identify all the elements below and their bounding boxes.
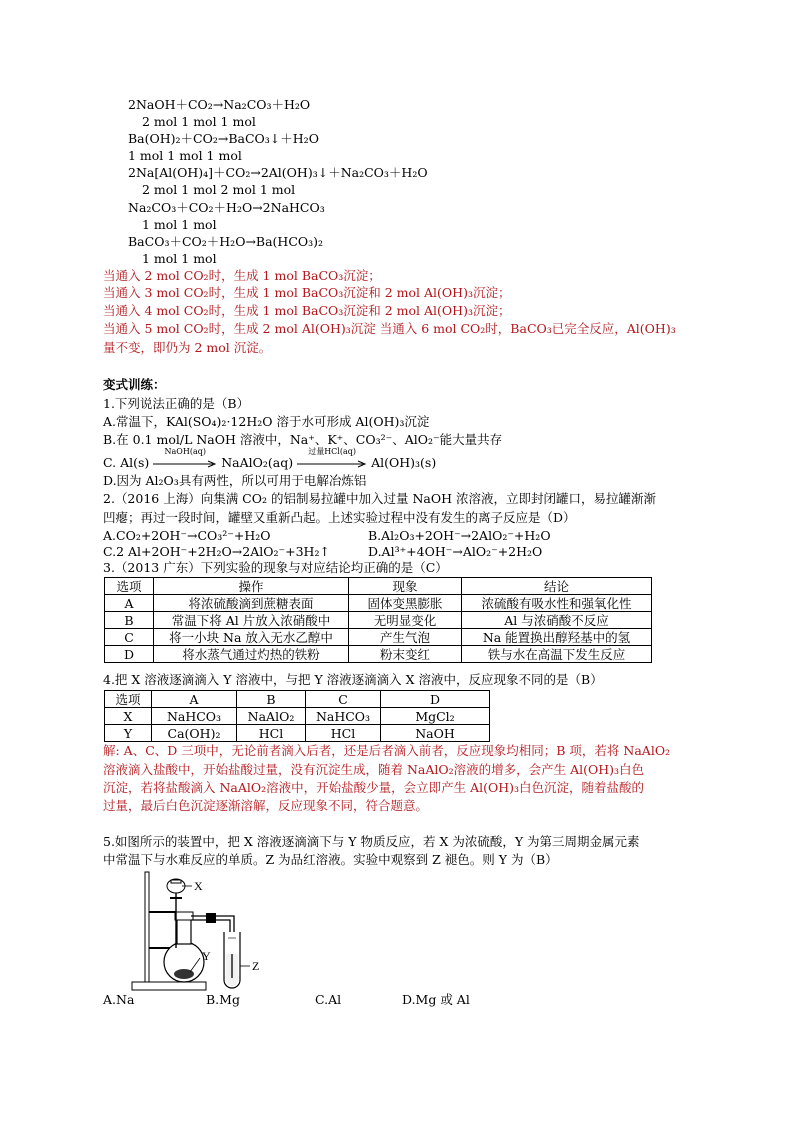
table-cell: 将水蒸气通过灼热的铁粉 xyxy=(154,646,349,663)
table-cell: MgCl₂ xyxy=(381,708,490,725)
table-header-cell: 结论 xyxy=(462,578,652,595)
table-row xyxy=(105,629,652,646)
mole-ratio-naaloh4: 2 mol 1 mol 2 mol 1 mol xyxy=(142,182,296,197)
q2-option-a: A.CO₂+2OH⁻→CO₃²⁻+H₂O xyxy=(103,528,271,543)
q3-table xyxy=(104,577,652,663)
equation-na2co3: Na₂CO₃＋CO₂＋H₂O→2NaHCO₃ xyxy=(128,200,325,215)
table-cell: 浓硫酸有吸水性和强氧化性 xyxy=(462,595,652,612)
q4-stem: 4.把 X 溶液逐滴滴入 Y 溶液中，与把 Y 溶液逐滴滴入 X 溶液中，反应现象不同的是（B） xyxy=(103,672,603,687)
conclusion-line: 当通入 2 mol CO₂时，生成 1 mol BaCO₃沉淀； xyxy=(103,268,381,283)
table-header-row xyxy=(105,691,490,708)
table-cell: Al 与浓硝酸不反应 xyxy=(462,612,652,629)
table-cell: 固体变黑膨胀 xyxy=(349,595,462,612)
q5-stem: 5.如图所示的装置中，把 X 溶液逐滴滴下与 Y 物质反应，若 X 为浓硫酸，Y 为第三周期金属元素 xyxy=(103,834,640,849)
table-header-cell: 选项 xyxy=(105,578,154,595)
apparatus-diagram xyxy=(120,868,300,996)
q1-option-a: A.常温下，KAl(SO₄)₂·12H₂O 溶于水可形成 Al(OH)₃沉淀 xyxy=(103,414,430,429)
equation-naaloh4: 2Na[Al(OH)₄]＋CO₂→2Al(OH)₃↓＋Na₂CO₃＋H₂O xyxy=(128,165,428,180)
table-cell: HCl xyxy=(306,725,381,742)
table-cell: A xyxy=(105,595,154,612)
q5-option-c: C.Al xyxy=(315,992,342,1007)
conclusion-line: 当通入 3 mol CO₂时，生成 1 mol BaCO₃沉淀和 2 mol Al(OH)₃沉淀； xyxy=(103,285,511,300)
arrow-1-condition: NaOH(aq) xyxy=(164,447,206,456)
table-cell: C xyxy=(105,629,154,646)
q4-solution-line: 解: A、C、D 三项中，无论前者滴入后者，还是后者滴入前者，反应现象均相同；B 项，若将 NaAlO₂ xyxy=(103,743,671,758)
table-cell: Y xyxy=(105,725,152,742)
q4-solution-line: 沉淀，若将盐酸滴入 NaAlO₂溶液中，开始盐酸少量，会立即产生 Al(OH)₃白色沉淀，随着盐酸的 xyxy=(103,780,645,795)
table-header-cell: 现象 xyxy=(349,578,462,595)
q4-solution-line: 过量，最后白色沉淀逐渐溶解，反应现象不同，符合题意。 xyxy=(103,798,429,813)
table-row xyxy=(105,595,652,612)
q2-stem: 凹瘪；再过一段时间，罐壁又重新凸起。上述实验过程中没有发生的离子反应是（D） xyxy=(103,510,576,525)
table-row xyxy=(105,708,490,725)
q1-c-intermediate: NaAlO₂(aq) xyxy=(221,455,294,470)
table-cell: NaHCO₃ xyxy=(152,708,237,725)
q1-stem: 1.下列说法正确的是（B） xyxy=(103,396,250,411)
q4-table xyxy=(104,690,490,742)
stopper xyxy=(175,912,193,920)
table-row xyxy=(105,646,652,663)
equation-baco3: BaCO₃＋CO₂＋H₂O→Ba(HCO₃)₂ xyxy=(128,234,324,249)
reaction-arrow-2 xyxy=(297,447,367,471)
table-cell: 铁与水在高温下发生反应 xyxy=(462,646,652,663)
table-cell: NaHCO₃ xyxy=(306,708,381,725)
q3-stem: 3.（2013 广东）下列实验的现象与对应结论均正确的是（C） xyxy=(103,560,448,575)
q5-option-b: B.Mg xyxy=(206,992,240,1007)
mole-ratio-na2co3: 1 mol 1 mol xyxy=(142,217,217,232)
section-title: 变式训练： xyxy=(103,377,166,392)
mole-ratio-baco3: 1 mol 1 mol xyxy=(142,251,217,266)
equation-naoh: 2NaOH＋CO₂→Na₂CO₃＋H₂O xyxy=(128,97,311,112)
arrow-icon xyxy=(153,455,217,471)
q5-option-a: A.Na xyxy=(103,992,135,1007)
table-header-cell: A xyxy=(152,691,237,708)
table-cell: B xyxy=(105,612,154,629)
q1-option-b: B.在 0.1 mol/L NaOH 溶液中，Na⁺、K⁺、CO₃²⁻、AlO₂⁻能大量共存 xyxy=(103,432,503,447)
q5-option-d: D.Mg 或 Al xyxy=(402,992,470,1007)
table-cell: D xyxy=(105,646,154,663)
stand-base xyxy=(132,982,206,990)
label-y: Y xyxy=(202,949,211,963)
q1-c-reactant: C. Al(s) xyxy=(103,455,150,470)
q4-solution-line: 溶液滴入盐酸中，开始盐酸过量，没有沉淀生成，随着 NaAlO₂溶液的增多，会产生 Al(OH)₃白色 xyxy=(103,762,645,777)
q2-option-b: B.Al₂O₃+2OH⁻→2AlO₂⁻+H₂O xyxy=(368,528,551,543)
tube-connector xyxy=(206,913,216,923)
table-row xyxy=(105,612,652,629)
table-header-cell: C xyxy=(306,691,381,708)
label-z: Z xyxy=(252,959,260,973)
table-header-cell: B xyxy=(237,691,306,708)
table-cell: 无明显变化 xyxy=(349,612,462,629)
q5-stem: 中常温下与水难反应的单质。Z 为品红溶液。实验中观察到 Z 褪色。则 Y 为（B） xyxy=(103,852,558,867)
table-header-cell: 选项 xyxy=(105,691,152,708)
q2-stem: 2.（2016 上海）向集满 CO₂ 的铝制易拉罐中加入过量 NaOH 浓溶液，立即封闭罐口，易拉罐渐渐 xyxy=(103,491,656,506)
mole-ratio-baoh2: 1 mol 1 mol 1 mol xyxy=(128,148,242,163)
table-cell: Ca(OH)₂ xyxy=(152,725,237,742)
table-header-cell: D xyxy=(381,691,490,708)
conclusion-line: 当通入 5 mol CO₂时，生成 2 mol Al(OH)₃沉淀 当通入 6 mol CO₂时，BaCO₃已完全反应，Al(OH)₃ xyxy=(103,321,676,336)
label-x: X xyxy=(194,879,203,893)
arrow-2-condition: 过量HCl(aq) xyxy=(308,447,356,456)
table-cell: 将一小块 Na 放入无水乙醇中 xyxy=(154,629,349,646)
q1-option-d: D.因为 Al₂O₃具有两性，所以可用于电解冶炼铝 xyxy=(103,473,367,488)
q1-option-c xyxy=(103,447,437,471)
table-cell: NaOH xyxy=(381,725,490,742)
reaction-arrow-1 xyxy=(153,447,217,471)
mole-ratio-naoh: 2 mol 1 mol 1 mol xyxy=(142,114,256,129)
table-header-cell: 操作 xyxy=(154,578,349,595)
table-cell: X xyxy=(105,708,152,725)
table-row xyxy=(105,725,490,742)
table-cell: 将浓硫酸滴到蔗糖表面 xyxy=(154,595,349,612)
table-cell: HCl xyxy=(237,725,306,742)
equation-baoh2: Ba(OH)₂＋CO₂→BaCO₃↓＋H₂O xyxy=(128,131,319,146)
table-cell: Na 能置换出醇羟基中的氢 xyxy=(462,629,652,646)
table-cell: 常温下将 Al 片放入浓硝酸中 xyxy=(154,612,349,629)
table-header-row xyxy=(105,578,652,595)
table-cell: 产生气泡 xyxy=(349,629,462,646)
q2-option-c: C.2 Al+2OH⁻+2H₂O→2AlO₂⁻+3H₂↑ xyxy=(103,544,330,559)
conclusion-line: 当通入 4 mol CO₂时，生成 1 mol BaCO₃沉淀和 2 mol Al(OH)₃沉淀； xyxy=(103,303,511,318)
conclusion-line: 量不变，即仍为 2 mol 沉淀。 xyxy=(103,340,272,355)
q2-option-d: D.Al³⁺+4OH⁻→AlO₂⁻+2H₂O xyxy=(368,544,543,559)
table-cell: NaAlO₂ xyxy=(237,708,306,725)
arrow-icon xyxy=(297,455,367,471)
funnel-top xyxy=(171,880,181,883)
stand-rod xyxy=(145,872,149,982)
table-cell: 粉末变红 xyxy=(349,646,462,663)
q1-c-product: Al(OH)₃(s) xyxy=(371,455,437,470)
